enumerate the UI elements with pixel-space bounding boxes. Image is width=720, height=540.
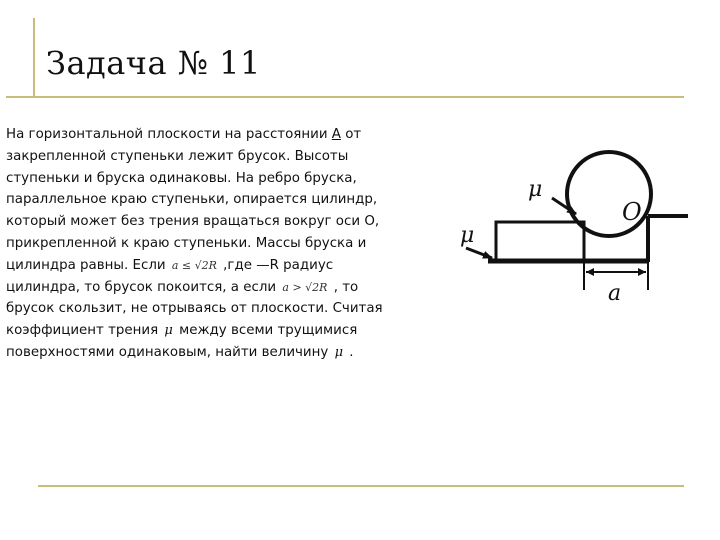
- friction-arrow-left: [466, 248, 492, 258]
- text-fragment: , то: [329, 279, 359, 295]
- text-line-6: прикрепленной к краю ступеньки. Массы бруска и: [6, 235, 367, 251]
- text-line-3: ступеньки и бруска одинаковы. На ребро бруска,: [6, 170, 357, 186]
- mu-label-top: μ: [528, 177, 543, 202]
- text-line-5: который может без трения вращаться вокруг оси О,: [6, 214, 380, 230]
- text-line-1: [6, 124, 416, 146]
- decorative-vertical-rule: [33, 18, 35, 98]
- mu-symbol: μ: [164, 323, 173, 339]
- mu-label-left: μ: [460, 223, 475, 248]
- text-fragment: поверхностями одинаковым, найти величину: [6, 344, 333, 360]
- text-line-10: [6, 320, 416, 342]
- formula-condition-slide: a > √2R: [282, 280, 328, 294]
- dimension-arrow-left: [586, 268, 594, 276]
- text-fragment: между всеми трущимися: [174, 323, 358, 339]
- text-fragment: цилиндра равны. Если: [6, 257, 170, 273]
- decorative-bottom-rule: [38, 485, 684, 487]
- block-rect: [496, 222, 584, 260]
- text-fragment: На горизонтальной плоскости на расстоянии: [6, 127, 332, 142]
- variable-a-underlined: А: [331, 127, 341, 142]
- decorative-top-rule: [6, 96, 684, 98]
- text-fragment: ,где —R радиус: [218, 257, 334, 273]
- problem-text: [6, 124, 416, 364]
- text-fragment: .: [345, 344, 354, 360]
- text-fragment: коэффициент трения: [6, 323, 163, 339]
- text-fragment: цилиндра, то брусок покоится, а если: [6, 279, 281, 295]
- dimension-label-a: a: [608, 281, 622, 306]
- mu-symbol: μ: [334, 344, 344, 360]
- text-line-9: брусок скользит, не отрываясь от плоскости. Считая: [6, 301, 383, 317]
- formula-condition-rest: a ≤ √2R: [171, 258, 217, 272]
- text-line-7: [6, 255, 416, 277]
- friction-arrow-top: [552, 198, 576, 214]
- slide-title: Задача № 11: [46, 44, 261, 82]
- physics-diagram: [448, 146, 688, 306]
- text-line-11: [6, 342, 416, 364]
- dimension-arrow-right: [638, 268, 646, 276]
- center-label-o: O: [622, 198, 642, 226]
- text-fragment: от: [340, 127, 362, 142]
- text-line-8: [6, 277, 416, 299]
- text-line-4: параллельное краю ступеньки, опирается цилиндр,: [6, 192, 378, 208]
- text-line-2: закрепленной ступеньки лежит брусок. Высоты: [6, 148, 349, 164]
